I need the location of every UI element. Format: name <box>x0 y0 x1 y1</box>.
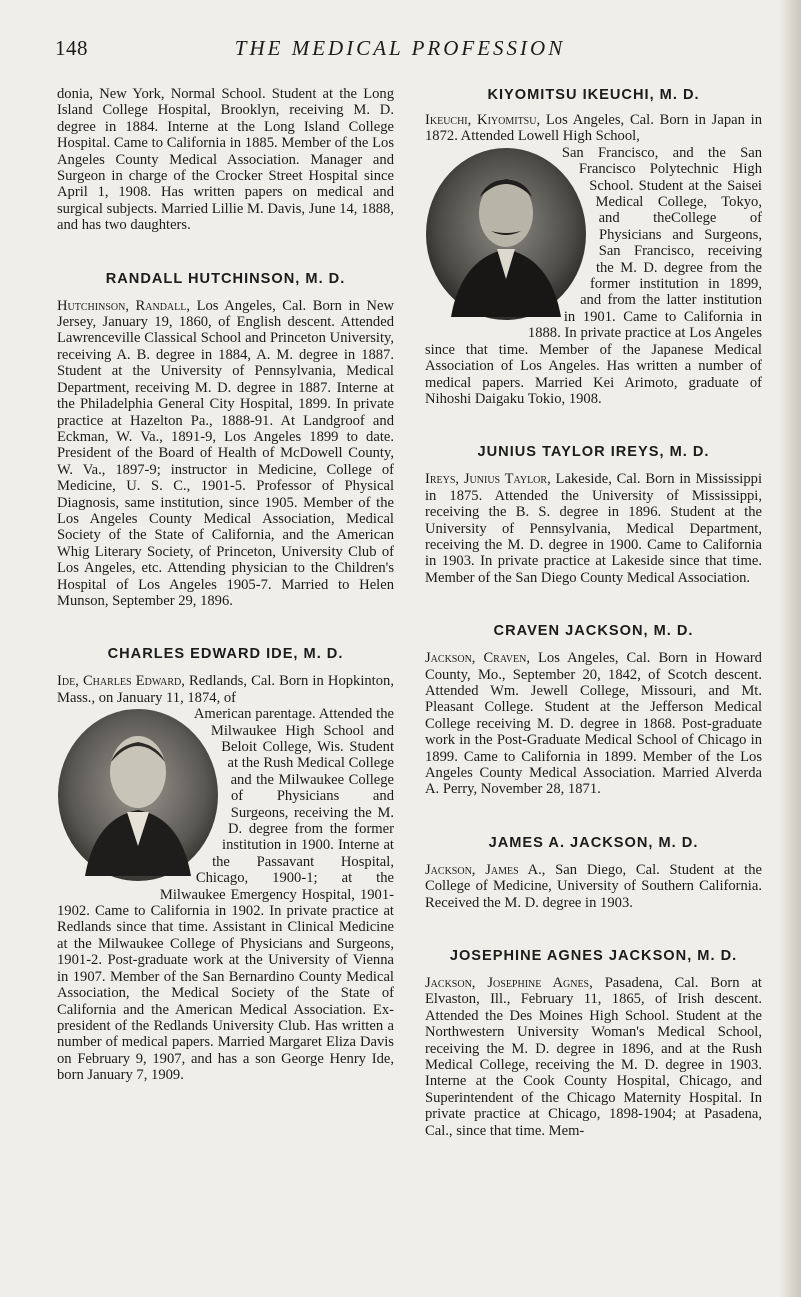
continuation-paragraph: donia, New York, Normal School. Student at the Long Island College Hospital, Brooklyn, receiving M. D. degree in 1884. Interne at the Long Island College Hospital. Came to California in 1885. Member of the Los Angeles County Medical Association. Manager and Surgeon in charge of the Crocker Street Hospital since April 1, 1908. Has written papers on medical and surgical subjects. Married Lillie M. Davis, June 14, 1888, and has two daughters. <box>57 86 394 234</box>
entry-lead-name: Jackson, Josephine Agnes, <box>425 975 593 992</box>
entry-heading-josephine-jackson: JOSEPHINE AGNES JACKSON, M. D. <box>449 948 738 965</box>
page-header <box>55 34 745 64</box>
entry-body-ireys <box>425 471 762 586</box>
entry-heading-hutchinson: RANDALL HUTCHINSON, M. D. <box>105 270 346 287</box>
oval-portrait-photo-icon <box>423 145 589 323</box>
page-edge-shadow <box>779 0 801 1297</box>
entry-lead-name: Jackson, Craven, <box>425 650 530 667</box>
entry-lead-name: Jackson, James A., <box>425 861 546 878</box>
entry-lead-name: Hutchinson, Randall, <box>57 297 191 314</box>
entry-body-josephine-jackson <box>425 975 762 1139</box>
entry-text: Los Angeles, Cal. Born in New Jersey, January 19, 1860, of English descent. Attended Lawrenceville Classical School and Princeton University, receiving A. B. degree in 1884, A. M. degree in 1887. Student at the University of Pennsylvania, Medical Department, receiving M. D. degree in 1887. Interne at the Philadelphia General City Hospital, 1899. In private practice at Hazelton Pa., 1888-91. At Landgroof and Eckman, W. Va., 1891-9, Los Angeles 1899 to date. President of the Board of Health of McDowell County, W. Va., 1897-9; instructor in Medicine, College of Medicine, U. S. C., 1901-5. Professor of Physical Diagnosis, same institution, since 1905. Member of the Los Angeles County Medical Association, Medical Society of the State of California, and the American Whig Literary Society, of Princeton, University Club of Los Angeles, etc. Attending physician to the Children's Hospital of Los Angeles 1905-7. Married to Helen Munson, September 29, 1896. <box>57 297 394 609</box>
entry-body-james-jackson <box>425 862 762 911</box>
oval-portrait-photo-icon <box>55 706 221 884</box>
entry-heading-ikeuchi: KIYOMITSU IKEUCHI, M. D. <box>487 87 700 103</box>
entry-text: San Diego, Cal. Student at the College of Medicine, University of Southern California. Received the M. D. degree in 1903. <box>425 861 762 911</box>
entry-heading-ireys: JUNIUS TAYLOR IREYS, M. D. <box>477 444 710 461</box>
left-column <box>57 86 394 1084</box>
entry-text: Lakeside, Cal. Born in Mississippi in 1875. Attended the University of Mississippi, receiving the B. S. degree in 1896. Student at the University of Pennsylvania, Medical Department, receiving the M. D. degree in 1900. Came to California in 1903. In private practice at Lakeside since that time. Member of the San Diego County Medical Association. <box>425 471 762 586</box>
entry-body-ide-continued: American parentage. Attended the Milwaukee High School and Beloit College, Wis. Student at the Rush Medical College and the Milwaukee College of Physicians and Surgeons, receiving the M. D. degree from the former institution in 1900. Interne at the Passavant Hospital, Chicago, 1900-1; at the Milwaukee Emergency Hospital, 1901-1902. Came to California in 1902. In private practice at Redlands since that time. Assistant in Clinical Medicine at the Milwaukee College of Physicians and Surgeons, 1901-2. Post-graduate work at the University of Vienna in 1907. Member of the San Bernardino County Medical Association, the Medical Society of the State of California and the American Medical Association. Ex-president of the Redlands University Club. Has written a number of medical papers. Married Margaret Eliza Davis on February 9, 1907, and has a son George Henry Ide, born January 7, 1909. <box>57 706 394 1084</box>
portrait-ikeuchi <box>423 145 591 325</box>
portrait-ide <box>55 706 223 886</box>
running-title: THE MEDICAL PROFESSION <box>234 36 566 60</box>
right-column <box>425 86 762 1139</box>
entry-text: Redlands, Cal. Born in Hopkinton, Mass., on January 11, 1874, of <box>57 673 394 706</box>
entry-body-craven-jackson <box>425 650 762 798</box>
entry-body-hutchinson <box>57 298 394 610</box>
entry-heading-craven-jackson: CRAVEN JACKSON, M. D. <box>493 623 694 640</box>
entry-body-ide <box>57 673 394 706</box>
entry-lead-name: Ikeuchi, Kiyomitsu, <box>425 112 541 128</box>
entry-text: Pasadena, Cal. Born at Elvaston, Ill., February 11, 1865, of Irish descent. Attended the Des Moines High School. Student at the Northwestern University Woman's Medical School, receiving the M. D. degree in 1896, and at the Rush Medical College, receiving the M. D. degree in 1903. Interne at the Cook County Hospital, Chicago, and Superintendent of the Chicago Maternity Hospital. In private practice at Chicago, 1898-1904; at Pasadena, Cal., since that time. Mem- <box>425 975 762 1139</box>
entry-lead-name: Ide, Charles Edward, <box>57 673 185 690</box>
entry-text: Los Angeles, Cal. Born in Howard County, Mo., September 20, 1842, of Scotch descent. Attended Wm. Jewell College, Missouri, and Mt. Pleasant College. Student at the Jefferson Medical College receiving M. D. degree in 1868. Post-graduate work in the Post-Graduate Medical School of Chicago in 1899. Came to California in 1899. Member of the Los Angeles County Medical Association. Married Alverda A. Perry, November 28, 1871. <box>425 650 762 798</box>
page-number: 148 <box>55 36 88 60</box>
entry-lead-name: Ireys, Junius Taylor, <box>425 471 551 488</box>
entry-heading-ide: CHARLES EDWARD IDE, M. D. <box>107 646 344 663</box>
entry-body-ikeuchi <box>425 112 762 145</box>
entry-body-ikeuchi-continued: San Francisco, and the San Francisco Polytechnic High School. Student at the Saisei Medical College, Tokyo, and theCollege of Physicians and Surgeons, San Francisco, receiving the M. D. degree from the former institution in 1899, and from the latter institution in 1901. Came to California in 1888. In private practice at Los Angeles since that time. Member of the Japanese Medical Association of Los Angeles. Has written a number of medical papers. Married Kei Arimoto, graduate of Nihoshi Daigaku Tokio, 1908. <box>425 144 762 407</box>
entry-heading-james-jackson: JAMES A. JACKSON, M. D. <box>488 834 699 851</box>
entry-text: Los Angeles, Cal. Born in Japan in 1872. Attended Lowell High School, <box>425 112 762 145</box>
